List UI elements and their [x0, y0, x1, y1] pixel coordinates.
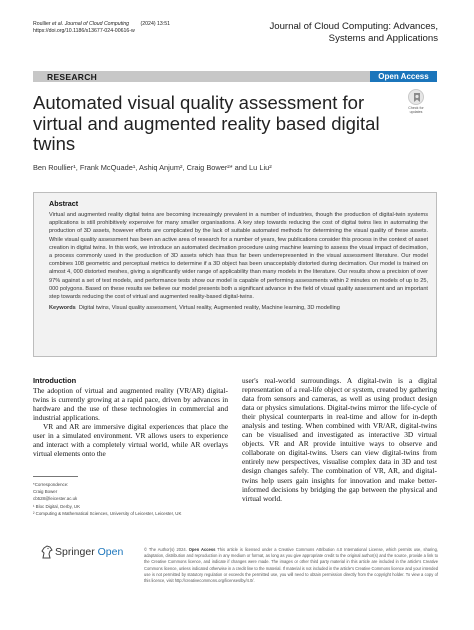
citation-year-pages: (2024) 13:51 [129, 21, 170, 27]
open-access-badge: Open Access [370, 71, 437, 82]
affiliation-1: ¹ Bloc Digital, Derby, UK [33, 503, 81, 509]
article-type-banner [33, 71, 437, 82]
correspondence-block [33, 481, 233, 517]
intro-right-column [242, 376, 437, 503]
affiliation-2: ² Computing & Mathematical Sciences, University of Leicester, Leicester, UK [33, 510, 182, 516]
check-updates-icon [408, 89, 424, 105]
springer-wordmark [55, 546, 123, 558]
correspondence-email[interactable]: cb528@leicester.ac.uk [33, 496, 78, 502]
citation-line [33, 21, 170, 28]
springer-open-logo [33, 541, 133, 563]
license-text: This article is licensed under a Creative Commons Attribution 4.0 International License, which permits use, sharing, adaptation, distribution and reproduction in any medium or format, as long as you give appropriate credit to the original author(s) and the source, provide a link to the Creative Commons licence, and indicate if changes were made. The images or other third party material in this article are included in the article's Creative Commons licence, unless indicated otherwise in a credit line to the material. If material is not included in the article's Creative Commons licence and your intended use is not permitted by statutory regulation or exceeds the permitted use, you will need to obtain permission directly from the copyright holder. To view a copy of this licence, visit http://creativecommons.org/licenses/by/4.0/. [144, 547, 438, 584]
keywords-line [49, 304, 428, 312]
citation-journal: Journal of Cloud Computing [63, 21, 130, 27]
intro-left-column [33, 386, 228, 458]
intro-paragraph-2: VR and AR are immersive digital experiences that place the user in a simulated environment. VR allows users to experience and interact with a completely virtual world, while AR overlays virtual elements onto the [33, 422, 228, 459]
abstract-heading: Abstract [49, 199, 79, 208]
springer-horse-icon [41, 545, 53, 559]
updates-bookmark-icon [409, 90, 425, 106]
citation-etal: et al. [52, 21, 64, 27]
check-for-updates-button[interactable] [405, 89, 427, 117]
correspondence-name: Craig Bower [33, 489, 58, 495]
citation-header [33, 21, 170, 35]
springer-brand-open: Open [94, 546, 124, 558]
introduction-heading: Introduction [33, 376, 77, 385]
abstract-text: Virtual and augmented reality digital twins are becoming increasingly prevalent in a number of industries, though the production of digital-twin systems applications is still prohibitively expensive for many smaller organisations. A key step towards reducing the cost of digital twins lies in automating the production of 3D assets, however efforts are complicated by the lack of suitable automated methods for determining the visual quality of these assets. While visual quality assessment has been an active area of research for a number of years, few publications consider this process in the context of asset creation in digital twins. In this work, we introduce an automated decimation procedure using machine learning to assess the visual impact of decimation, a process commonly used in the production of 3D assets which has thus far been underrepresented in the visual assessment literature. Our model combines 108 geometric and perceptual metrics to determine if a 3D object has been unacceptably distorted during decimation. Our model is trained on almost 4, 000 distorted meshes, giving a significantly wider range of applicability than many models in the literature. Our results show a precision of over 97% against a set of test models, and performance tests show our model is capable of performing assessments within 2 minutes on models of up to 25, 000 polygons. Based on these results we believe our model presents both a significant advance in the field of visual quality assessment and an important step towards reducing the cost of virtual and augmented reality-based digital-twins. [49, 212, 428, 301]
license-open-access: Open Access [188, 547, 216, 552]
journal-title: Journal of Cloud Computing: Advances, Systems and Applications [269, 21, 438, 44]
article-type-label: RESEARCH [47, 72, 98, 82]
abstract-box [33, 192, 437, 357]
springer-brand: Springer [55, 546, 95, 558]
author-list: Ben Roullier¹, Frank McQuade¹, Ashiq Anjum², Craig Bower²* and Lu Liu² [33, 163, 272, 172]
footnote-divider [33, 476, 78, 477]
article-title: Automated visual quality assessment for virtual and augmented reality based digital twins [33, 92, 380, 154]
keywords-label: Keywords [49, 305, 76, 312]
license-statement [144, 547, 438, 584]
intro-paragraph-3: user's real-world surroundings. A digital-twin is a digital representation of a real-life object or system, created by gathering data from sensors and cameras, as well as using product design data or physics simulations. Digital-twins mirror the life-cycle of their physical counterparts in real-time and allow for in-depth analysis and testing. When combined with VR/AR, digital-twins can be visualised and investigated as interactive 3D virtual objects. VR and AR provide intuitive ways to observe and collaborate on digital-twins. Users can view digital-twins from entirely new perspectives, visualise complex data in 3D and test design changes safely. The combination of VR, AR, and digital-twins help users gain insights for innovation and make better-informed decisions by bridging the gap between the physical and virtual world. [242, 376, 437, 503]
keywords-list: Digital twins, Visual quality assessment, Virtual reality, Augmented reality, Machine learning, 3D modelling [75, 305, 340, 312]
intro-paragraph-1: The adoption of virtual and augmented reality (VR/AR) digital-twins is currently growing at a rapid pace, driven by advances in hardware and the use of these technologies in commercial and industrial applications. [33, 386, 228, 423]
correspondence-label: *Correspondence: [33, 482, 69, 487]
doi-link[interactable]: https://doi.org/10.1186/s13677-024-00616-w [33, 28, 135, 34]
check-updates-label: Check for updates [408, 106, 424, 114]
license-copyright: © The Author(s) 2024. [144, 547, 189, 552]
citation-authors: Roullier [33, 21, 53, 27]
